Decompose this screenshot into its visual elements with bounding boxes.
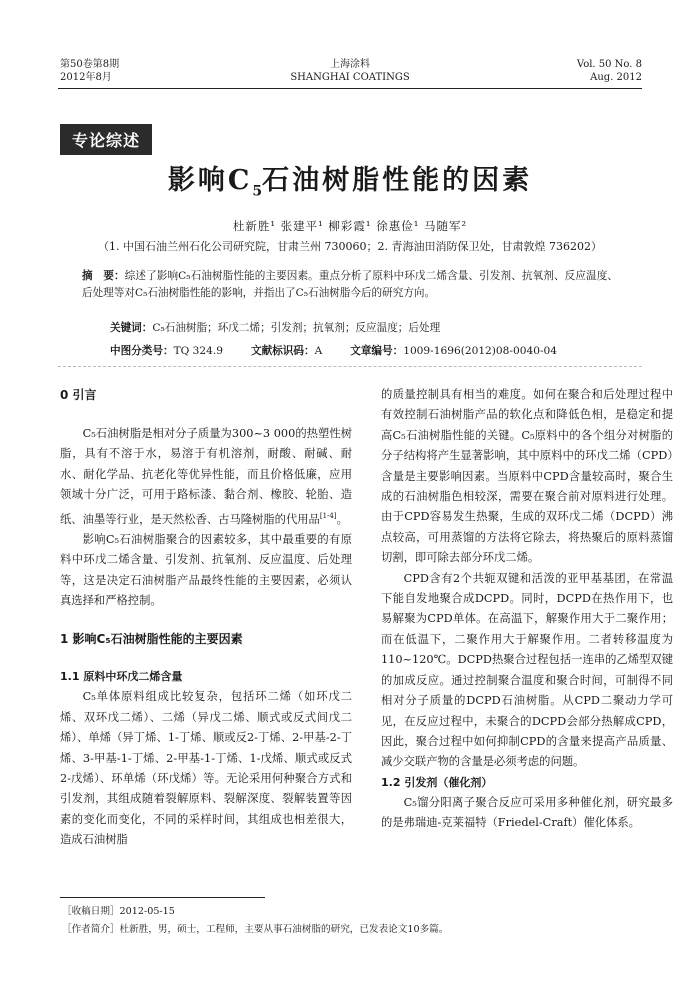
s0-p1-text: C₅石油树脂是相对分子质量为300~3 000的热塑性树脂，具有不溶于水，易溶于有机溶剂，耐酸、耐碱、耐水、耐化学品、抗老化等优异性能，而且价格低廉，应用领域十分广泛，可用于路标漆、黏合剂、橡胶、轮胎、造纸、油墨等行业，是天然松香、古马隆树脂的代用品 — [60, 427, 352, 526]
right-paragraph-3: C₅馏分阳离子聚合反应可采用多种催化剂，研究最多的是弗瑞迪-克莱福特（Friedel-Craft）催化体系。 — [381, 795, 673, 830]
art-value: 1009-1696(2012)08-0040-04 — [403, 345, 558, 357]
section-0-heading: 0 引言 — [60, 388, 97, 402]
date-en: Aug. 2012 — [590, 72, 642, 83]
footnote-author: ［作者简介］杜新胜，男，硕士，工程师，主要从事石油树脂的研究，已发表论文10多篇。 — [62, 924, 449, 935]
cls-value: TQ 324.9 — [173, 345, 224, 357]
article-title — [0, 158, 700, 199]
keywords-text: C₅石油树脂；环戊二烯；引发剂；抗氧剂；反应温度；后处理 — [152, 322, 441, 334]
journal-cn: 上海涂料 — [330, 59, 370, 70]
section-1-1-heading: 1.1 原料中环戊二烯含量 — [60, 670, 183, 684]
right-paragraph-1: 的质量控制具有相当的难度。如何在聚合和后处理过程中有效控制石油树脂产品的软化点和降低色相，是稳定和提高C₅石油树脂性能的关键。C₅原料中的各个组分对树脂的分子结构将产生显著影响，其中原料中的环戊二烯（CPD）含量是主要影响因素。当原料中CPD含量较高时，聚合生成的石油树脂色相较深，需要在聚合前对原料进行处理。由于CPD容易发生热聚，生成的双环戊二烯（DCPD）沸点较高，可用蒸馏的方法将它除去，将热聚后的原料蒸馏切割，即可除去部分环戊二烯。 — [381, 388, 673, 565]
abstract — [82, 268, 618, 302]
citation-ref: [1-4] — [319, 511, 337, 520]
volume-cn: 第50卷第8期 — [60, 59, 120, 70]
affiliation: （1. 中国石油兰州石化公司研究院，甘肃兰州 730060；2. 青海油田消防保卫处，甘肃敦煌 736202） — [98, 240, 602, 253]
s0-p1-end: 。 — [336, 512, 348, 526]
authors: 杜新胜¹ 张建平¹ 柳彩霞¹ 徐惠俭¹ 马随军² — [232, 219, 468, 233]
right-column — [381, 385, 673, 834]
section-1-2-heading: 1.2 引发剂（催化剂） — [381, 775, 493, 789]
section-0-paragraph-1 — [60, 424, 352, 530]
footnote-received: ［收稿日期］2012-05-15 — [62, 906, 175, 917]
header-issue — [577, 58, 642, 84]
footnote-rule — [60, 897, 265, 898]
header-rule — [58, 88, 642, 89]
keywords — [110, 320, 440, 335]
title-pre: 影响C — [167, 165, 253, 196]
section-0-paragraph-2: 影响C₅石油树脂聚合的因素较多，其中最重要的有原料中环戊二烯含量、引发剂、抗氧剂、反应温度、后处理等，这是决定石油树脂产品最终性能的主要因素，必须认真选择和严格控制。 — [60, 532, 352, 608]
left-column — [60, 385, 352, 851]
keywords-label: 关键词： — [110, 322, 153, 334]
title-post: 石油树脂性能的因素 — [262, 165, 533, 196]
abstract-text: 综述了影响C₅石油树脂性能的主要因素。重点分析了原料中环戊二烯含量、引发剂、抗氧剂、反应温度、后处理等对C₅石油树脂性能的影响，并指出了C₅石油树脂今后的研究方向。 — [82, 270, 618, 299]
section-1-heading: 1 影响C₅石油树脂性能的主要因素 — [60, 632, 243, 647]
classification — [110, 343, 557, 358]
date-cn: 2012年8月 — [60, 72, 112, 83]
section-1-1-paragraph-1: C₅单体原料组成比较复杂，包括环二烯（如环戊二烯、双环戊二烯）、二烯（异戊二烯、顺式或反式间戊二烯）、单烯（异丁烯、1-丁烯、顺或反2-丁烯、2-甲基-2-丁烯、3-甲基-1-丁烯、2-甲基-1-丁烯、1-戊烯、顺式或反式2-戊烯）、环单烯（环戊烯）等。无论采用何种聚合方式和引发剂，其组成随着裂解原料、裂解深度、裂解装置等因素的变化而变化，不同的采样时间，其组成也相差很大，造成石油树脂 — [60, 690, 352, 847]
right-paragraph-2: CPD含有2个共轭双键和活泼的亚甲基基团，在常温下能自发地聚合成DCPD。同时，DCPD在热作用下，也易解聚为CPD单体。在高温下，解聚作用大于二聚作用；而在低温下，二聚作用大于解聚作用。二者转移温度为110~120℃。DCPD热聚合过程包括一连串的乙烯型双键的加成反应。通过控制聚合温度和聚合时间，可制得不同相对分子质量的DCPD石油树脂。从CPD二聚动力学可见，在反应过程中，未聚合的DCPD会部分热解成CPD，因此，聚合过程中如何抑制CPD的含量来提高产品质量、减少交联产物的含量是必须考虑的问题。 — [381, 571, 673, 769]
journal-en: SHANGHAI COATINGS — [290, 72, 410, 83]
art-label: 文章编号： — [350, 345, 404, 357]
column-tag: 专论综述 — [60, 124, 152, 155]
doc-label: 文献标识码： — [251, 345, 315, 357]
cls-label: 中图分类号： — [110, 345, 174, 357]
volume-en: Vol. 50 No. 8 — [576, 59, 642, 70]
title-sub: 5 — [252, 183, 263, 200]
abstract-label: 摘 要： — [82, 270, 125, 282]
doc-value: A — [314, 345, 323, 357]
abstract-divider — [58, 366, 642, 367]
